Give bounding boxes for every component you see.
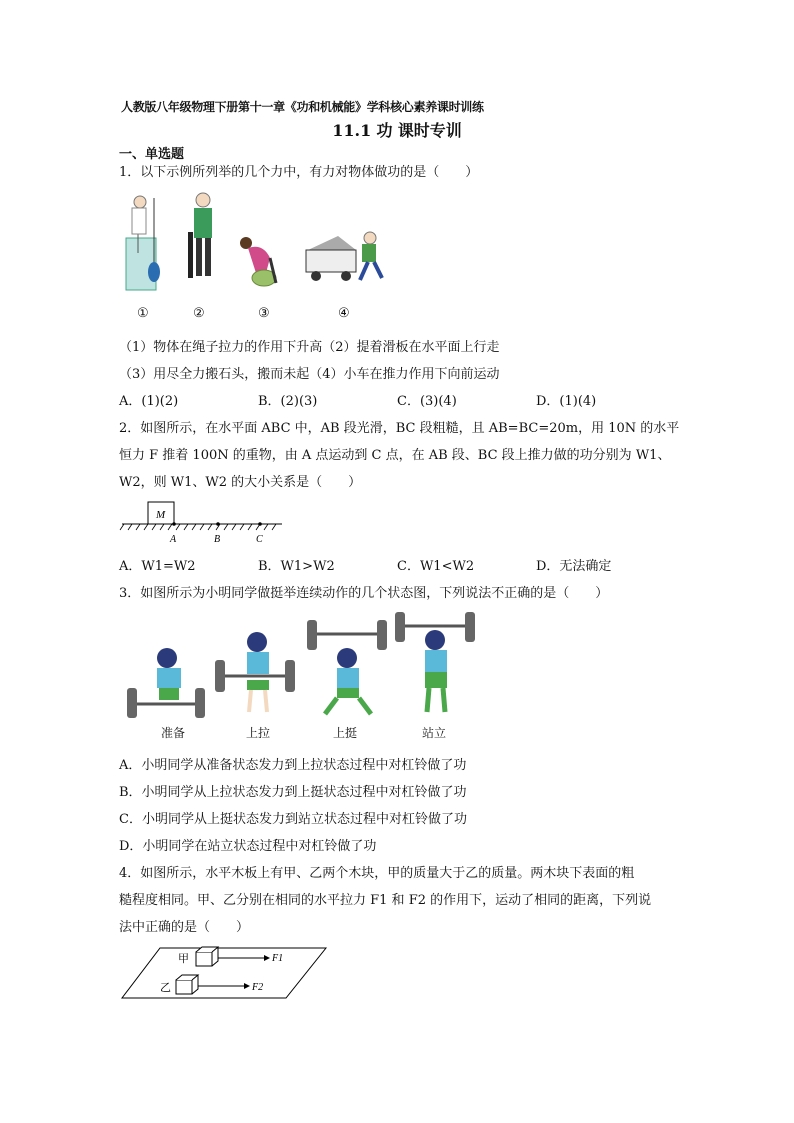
q1-option-d[interactable]: D．(1)(4)	[536, 394, 597, 409]
ground-hatch	[120, 524, 276, 530]
block-label: M	[156, 509, 166, 521]
q1-label-3: ③	[258, 306, 270, 321]
force-f2: F2	[252, 982, 264, 993]
title-sub: 课时专训	[397, 121, 462, 140]
page-title: 11.1 功 课时专训	[332, 121, 462, 140]
lifter-pull-icon	[215, 632, 295, 712]
caption-stand: 站立	[422, 726, 447, 740]
q2-option-d[interactable]: D．无法确定	[536, 559, 612, 574]
q1-label-2: ②	[193, 306, 205, 321]
figure-stone-lift-icon	[240, 237, 276, 286]
q4-line-1: 4．如图所示，水平木板上有甲、乙两个木块，甲的质量大于乙的质量。两木块下表面的粗	[119, 866, 635, 881]
q4-line-3: 法中正确的是（ ）	[119, 920, 250, 935]
caption-ready: 准备	[161, 726, 186, 740]
q2-line-1: 2．如图所示，在水平面 ABC 中，AB 段光滑，BC 段粗糙，且 AB=BC=20m，用 10N 的水平	[119, 421, 680, 436]
q4-line-2: 糙程度相同。甲、乙分别在相同的水平拉力 F1 和 F2 的作用下，运动了相同的距离，下列说	[119, 893, 652, 908]
figure-cart-push-icon	[306, 232, 382, 281]
q2-line-2: 恒力 F 推着 100N 的重物，由 A 点运动到 C 点，在 AB 段、BC 段上推力做的功分别为 W1、	[119, 448, 671, 463]
q3-figure	[125, 608, 485, 718]
caption-pull: 上拉	[246, 726, 271, 740]
q2-option-b[interactable]: B．W1>W2	[258, 559, 335, 574]
lifter-jerk-icon	[307, 620, 387, 714]
label-yi: 乙	[160, 982, 171, 994]
point-b: B	[214, 534, 221, 545]
q1-figure	[118, 188, 398, 298]
q2-figure	[118, 498, 288, 546]
point-a: A	[170, 534, 177, 545]
q1-option-b[interactable]: B．(2)(3)	[258, 394, 318, 409]
lifter-stand-icon	[395, 612, 475, 712]
caption-jerk: 上挺	[333, 726, 358, 740]
figure-rope-lift-icon	[126, 196, 160, 290]
lifter-ready-icon	[127, 648, 205, 718]
q3-option-a[interactable]: A．小明同学从准备状态发力到上拉状态过程中对杠铃做了功	[119, 758, 467, 773]
wood-board	[122, 948, 326, 998]
force-f1: F1	[272, 953, 284, 964]
q1-option-a[interactable]: A．(1)(2)	[119, 394, 179, 409]
q2-option-a[interactable]: A．W1=W2	[119, 559, 196, 574]
q3-stem: 3．如图所示为小明同学做挺举连续动作的几个状态图，下列说法不正确的是（ ）	[119, 586, 609, 601]
q3-option-b[interactable]: B．小明同学从上拉状态发力到上挺状态过程中对杠铃做了功	[119, 785, 467, 800]
figure-skateboard-walker-icon	[188, 193, 212, 278]
q2-line-3: W2，则 W1、W2 的大小关系是（ ）	[119, 475, 362, 490]
q1-option-c[interactable]: C．(3)(4)	[397, 394, 457, 409]
q1-label-1: ①	[137, 306, 149, 321]
q1-desc-2: （3）用尽全力搬石头，搬而未起（4）小车在推力作用下向前运动	[119, 367, 500, 382]
q1-stem: 1．以下示例所列举的几个力中，有力对物体做功的是（ ）	[119, 165, 479, 180]
q2-option-c[interactable]: C．W1<W2	[397, 559, 475, 574]
q1-desc-1: （1）物体在绳子拉力的作用下升高（2）提着滑板在水平面上行走	[119, 340, 500, 355]
q1-label-4: ④	[338, 306, 350, 321]
document-header: 人教版八年级物理下册第十一章《功和机械能》学科核心素养课时训练	[121, 100, 484, 114]
q3-option-d[interactable]: D．小明同学在站立状态过程中对杠铃做了功	[119, 839, 377, 854]
section-heading: 一、单选题	[119, 147, 185, 162]
label-jia: 甲	[178, 953, 189, 965]
q3-option-c[interactable]: C．小明同学从上挺状态发力到站立状态过程中对杠铃做了功	[119, 812, 467, 827]
point-c: C	[256, 534, 263, 545]
q4-figure	[120, 944, 332, 1002]
